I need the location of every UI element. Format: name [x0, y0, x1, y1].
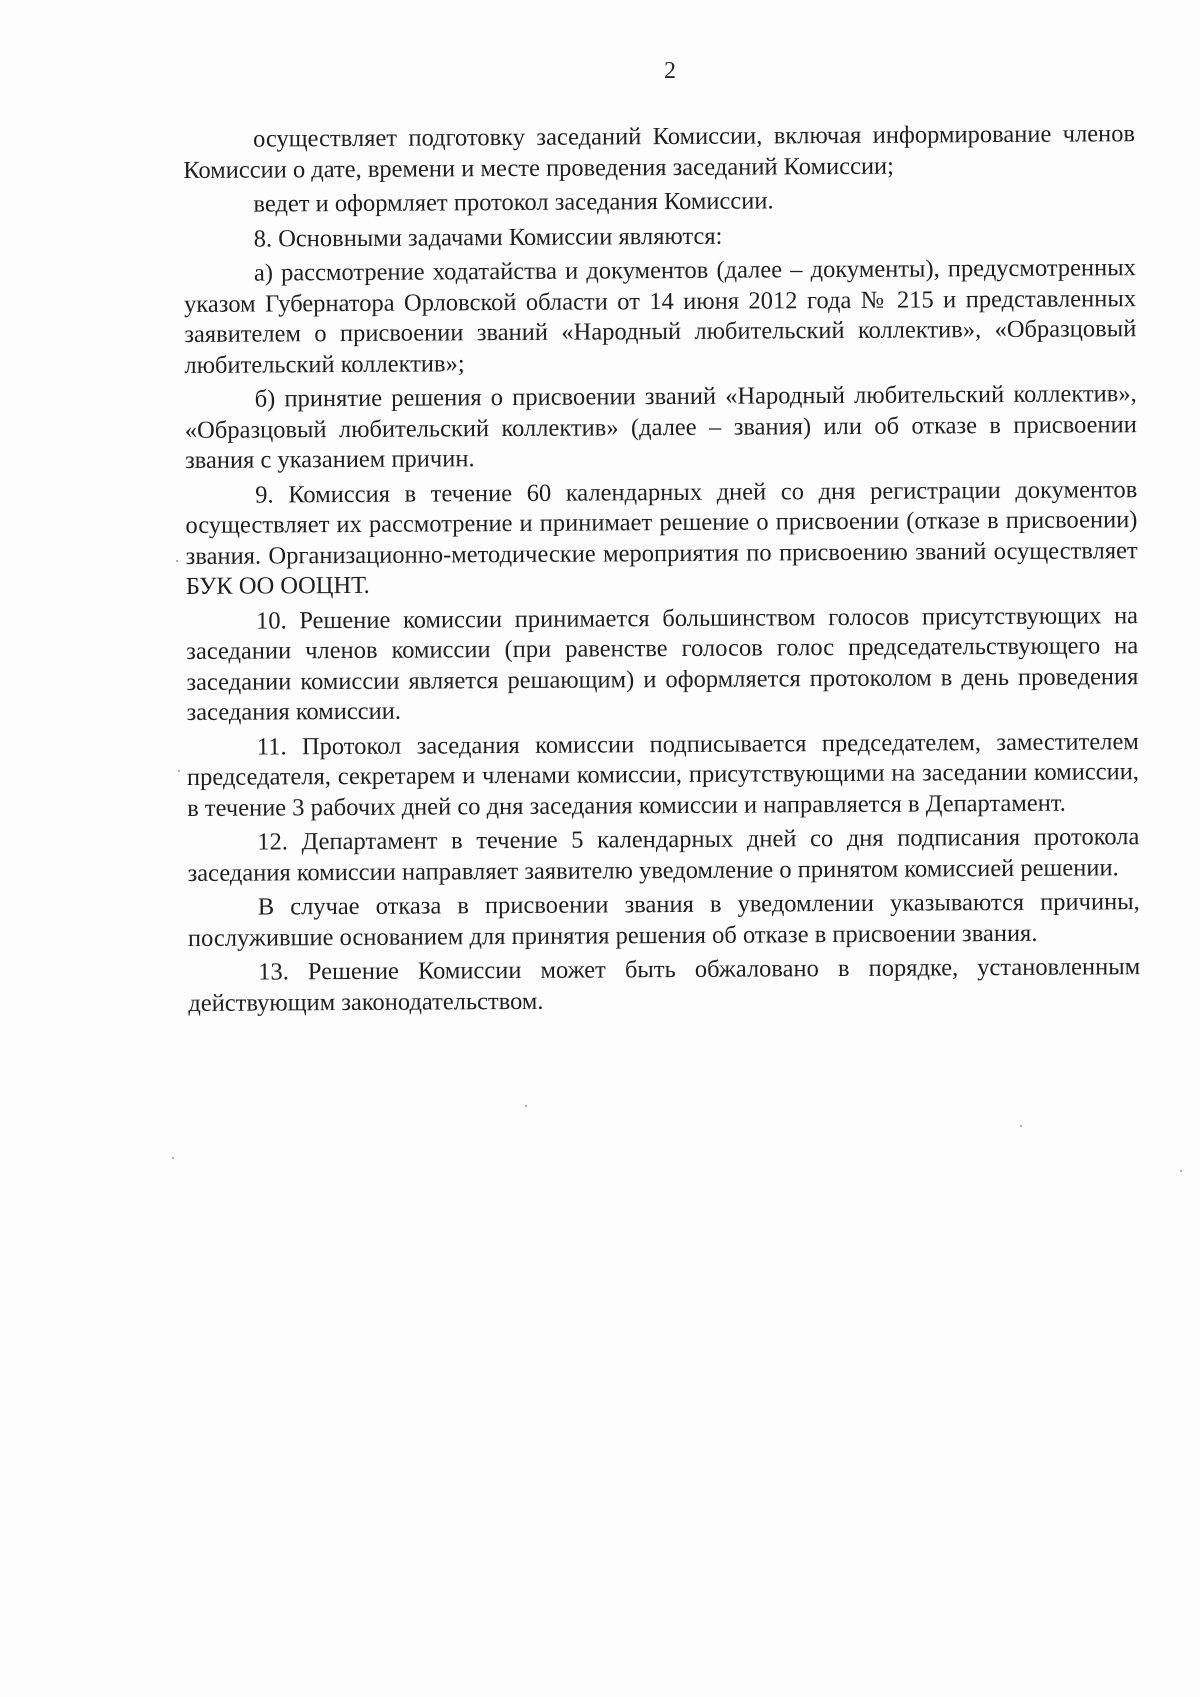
paragraph-item-8a: а) рассмотрение ходатайства и документов (далее – документы), предусмотренных указом Губернатора Орловской области от 14 июня 2012 года № 215 и представленных заявителем о присвоении званий «Народный любительский коллектив», «Образцовый любительский коллектив»; [184, 254, 1137, 379]
paragraph-item-12: 12. Департамент в течение 5 календарных дней со дня подписания протокола заседания комиссии направляет заявителю уведомление о принятом комиссией решении. [187, 823, 1140, 887]
document-body [183, 119, 1140, 1023]
scan-speck [1180, 1170, 1182, 1172]
paragraph-item-11: 11. Протокол заседания комиссии подписывается председателем, заместителем председателя, секретарем и членами комиссии, присутствующими на заседании комиссии, в течение 3 рабочих дней со дня заседания комиссии и направляется в Департамент. [186, 727, 1140, 822]
scan-speck [178, 770, 180, 772]
paragraph-secretary-duties: осуществляет подготовку заседаний Комиссии, включая информирование членов Комиссии о дате, времени и месте проведения заседаний Комиссии; [183, 120, 1136, 184]
paragraph-refusal-notice: В случае отказа в присвоении звания в уведомлении указываются причины, послужившие основанием для принятия решения об отказе в присвоении звания. [187, 888, 1140, 952]
paragraph-item-13: 13. Решение Комиссии может быть обжаловано в порядке, установленным действующим законодательством. [188, 953, 1141, 1017]
paragraph-item-8b: б) принятие решения о присвоении званий «Народный любительский коллектив», «Образцовый любительский коллектив» (далее – звания) или об отказе в присвоении звания с указанием причин. [184, 380, 1137, 474]
scan-speck [1020, 1125, 1022, 1127]
scan-speck [525, 1105, 527, 1107]
paragraph-item-8: 8. Основными задачами Комиссии являются: [253, 222, 723, 253]
scan-speck [176, 560, 178, 562]
page-number: 2 [664, 58, 676, 84]
paragraph-item-9: 9. Комиссия в течение 60 календарных дней со дня регистрации документов осуществляет их рассмотрение и принимает решение о присвоении (отказе в присвоении) звания. Организационно-методические мероприятия по присвоению званий осуществляет БУК ОО ООЦНТ. [185, 475, 1138, 600]
scan-speck [172, 1157, 174, 1159]
paragraph-protocol-duty: ведет и оформляет протокол заседания Комиссии. [253, 187, 774, 218]
paragraph-item-10: 10. Решение комиссии принимается большинством голосов присутствующих на заседании членов комиссии (при равенстве голосов голос председательствующего на заседании комиссии является решающим) и оформляется протоколом в день проведения заседания комиссии. [186, 601, 1139, 726]
